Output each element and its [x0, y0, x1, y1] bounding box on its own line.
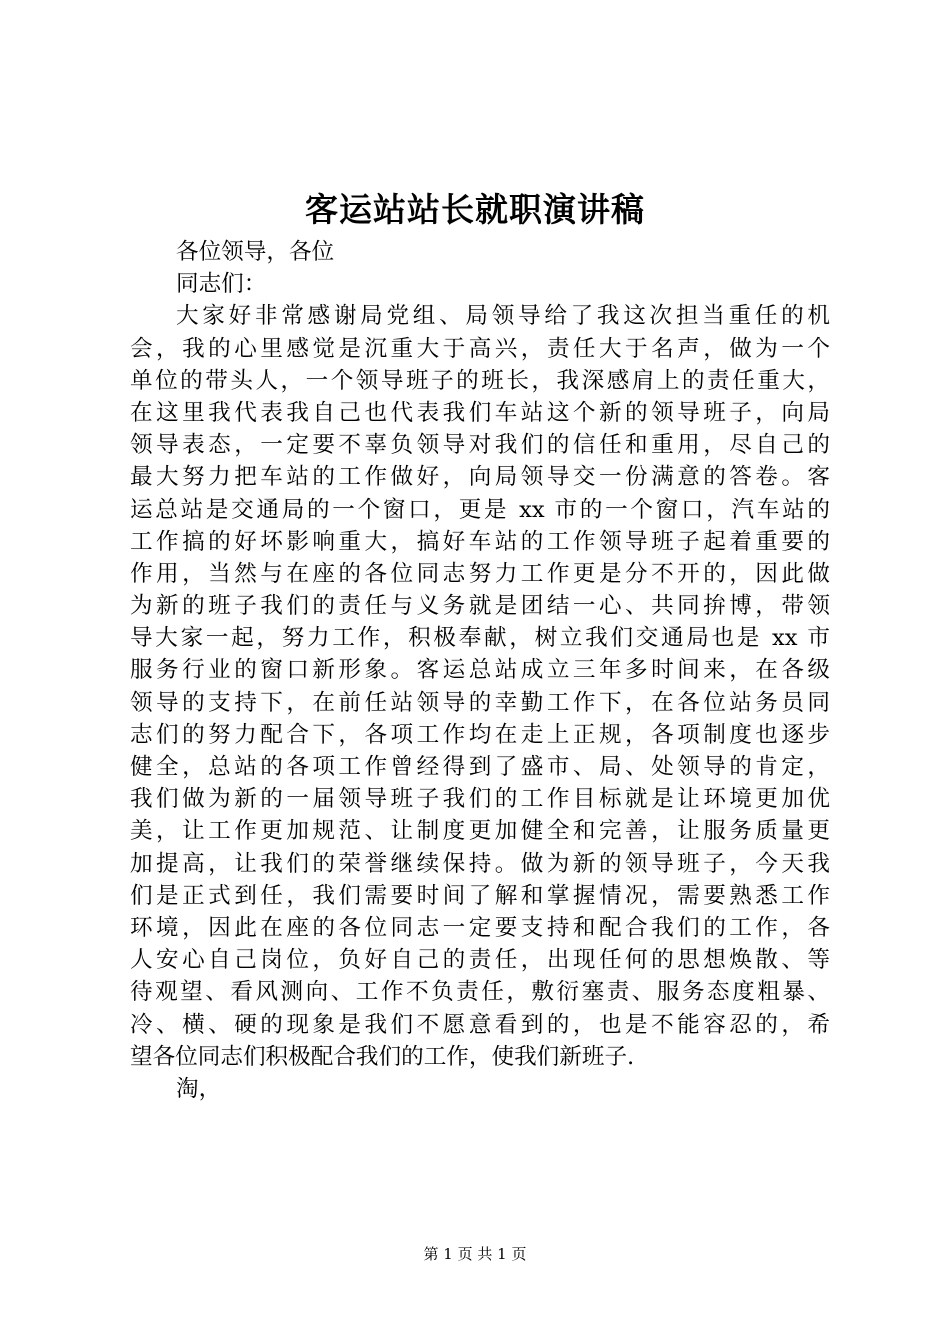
paragraph-line: 环境，因此在座的各位同志一定要支持和配合我们的工作，各: [130, 914, 830, 941]
paragraph-line: 会，我的心里感觉是沉重大于高兴，责任大于名声，做为一个: [130, 335, 830, 362]
paragraph-line: 加提高，让我们的荣誉继续保持。做为新的领导班子，今天我: [130, 850, 830, 877]
paragraph-line: 作用，当然与在座的各位同志努力工作更是分不开的，因此做: [130, 560, 830, 587]
paragraph-line: 健全，总站的各项工作曾经得到了盛市、局、处领导的肯定，: [130, 754, 830, 780]
paragraph-line: 服务行业的窗口新形象。客运总站成立三年多时间来，在各级: [130, 657, 830, 684]
closing-line: 淘，: [176, 1075, 222, 1102]
page-footer: 第 1 页 共 1 页: [423, 1245, 527, 1263]
paragraph-line: 导大家一起，努力工作，积极奉献，树立我们交通局也是 xx 市: [130, 625, 830, 652]
paragraph-line: 们是正式到任，我们需要时间了解和掌握情况，需要熟悉工作: [130, 882, 830, 909]
paragraph-line: 为新的班子我们的责任与义务就是团结一心、共同拚博，带领: [130, 593, 830, 620]
paragraph-line: 工作搞的好坏影响重大，搞好车站的工作领导班子起着重要的: [130, 528, 830, 555]
paragraph-line: 大家好非常感谢局党组、局领导给了我这次担当重任的机: [176, 303, 830, 330]
paragraph-line: 望各位同志们积极配合我们的工作，使我们新班子.: [130, 1043, 635, 1070]
paragraph-line: 人安心自己岗位，负好自己的责任，出现任何的思想焕散、等: [130, 947, 830, 974]
body-paragraph: [130, 300, 830, 1073]
paragraph-line: 领导的支持下，在前任站领导的幸勤工作下，在各位站务员同: [130, 689, 830, 716]
paragraph-line: 最大努力把车站的工作做好，向局领导交一份满意的答卷。客: [130, 464, 830, 491]
paragraph-line: 运总站是交通局的一个窗口，更是 xx 市的一个窗口，汽车站的: [130, 496, 830, 523]
paragraph-line: 美，让工作更加规范、让制度更加健全和完善，让服务质量更: [130, 818, 830, 845]
document-title: 客运站站长就职演讲稿: [305, 190, 645, 229]
paragraph-line: 志们的努力配合下，各项工作均在走上正规，各项制度也逐步: [130, 721, 830, 748]
paragraph-line: 单位的带头人，一个领导班子的班长，我深感肩上的责任重大，: [130, 367, 830, 394]
salutation-line: 同志们：: [176, 271, 267, 298]
paragraph-line: 领导表态，一定要不辜负领导对我们的信任和重用，尽自己的: [130, 432, 830, 459]
paragraph-line: 我们做为新的一届领导班子我们的工作目标就是让环境更加优: [130, 786, 830, 813]
paragraph-line: 待观望、看风测向、工作不负责任，敷衍塞责、服务态度粗暴、: [130, 979, 830, 1006]
document-body: [130, 236, 830, 1105]
salutation-line: 各位领导，各位: [176, 239, 335, 265]
paragraph-line: 冷、横、硬的现象是我们不愿意看到的，也是不能容忍的，希: [130, 1011, 830, 1038]
paragraph-line: 在这里我代表我自己也代表我们车站这个新的领导班子，向局: [130, 399, 830, 426]
